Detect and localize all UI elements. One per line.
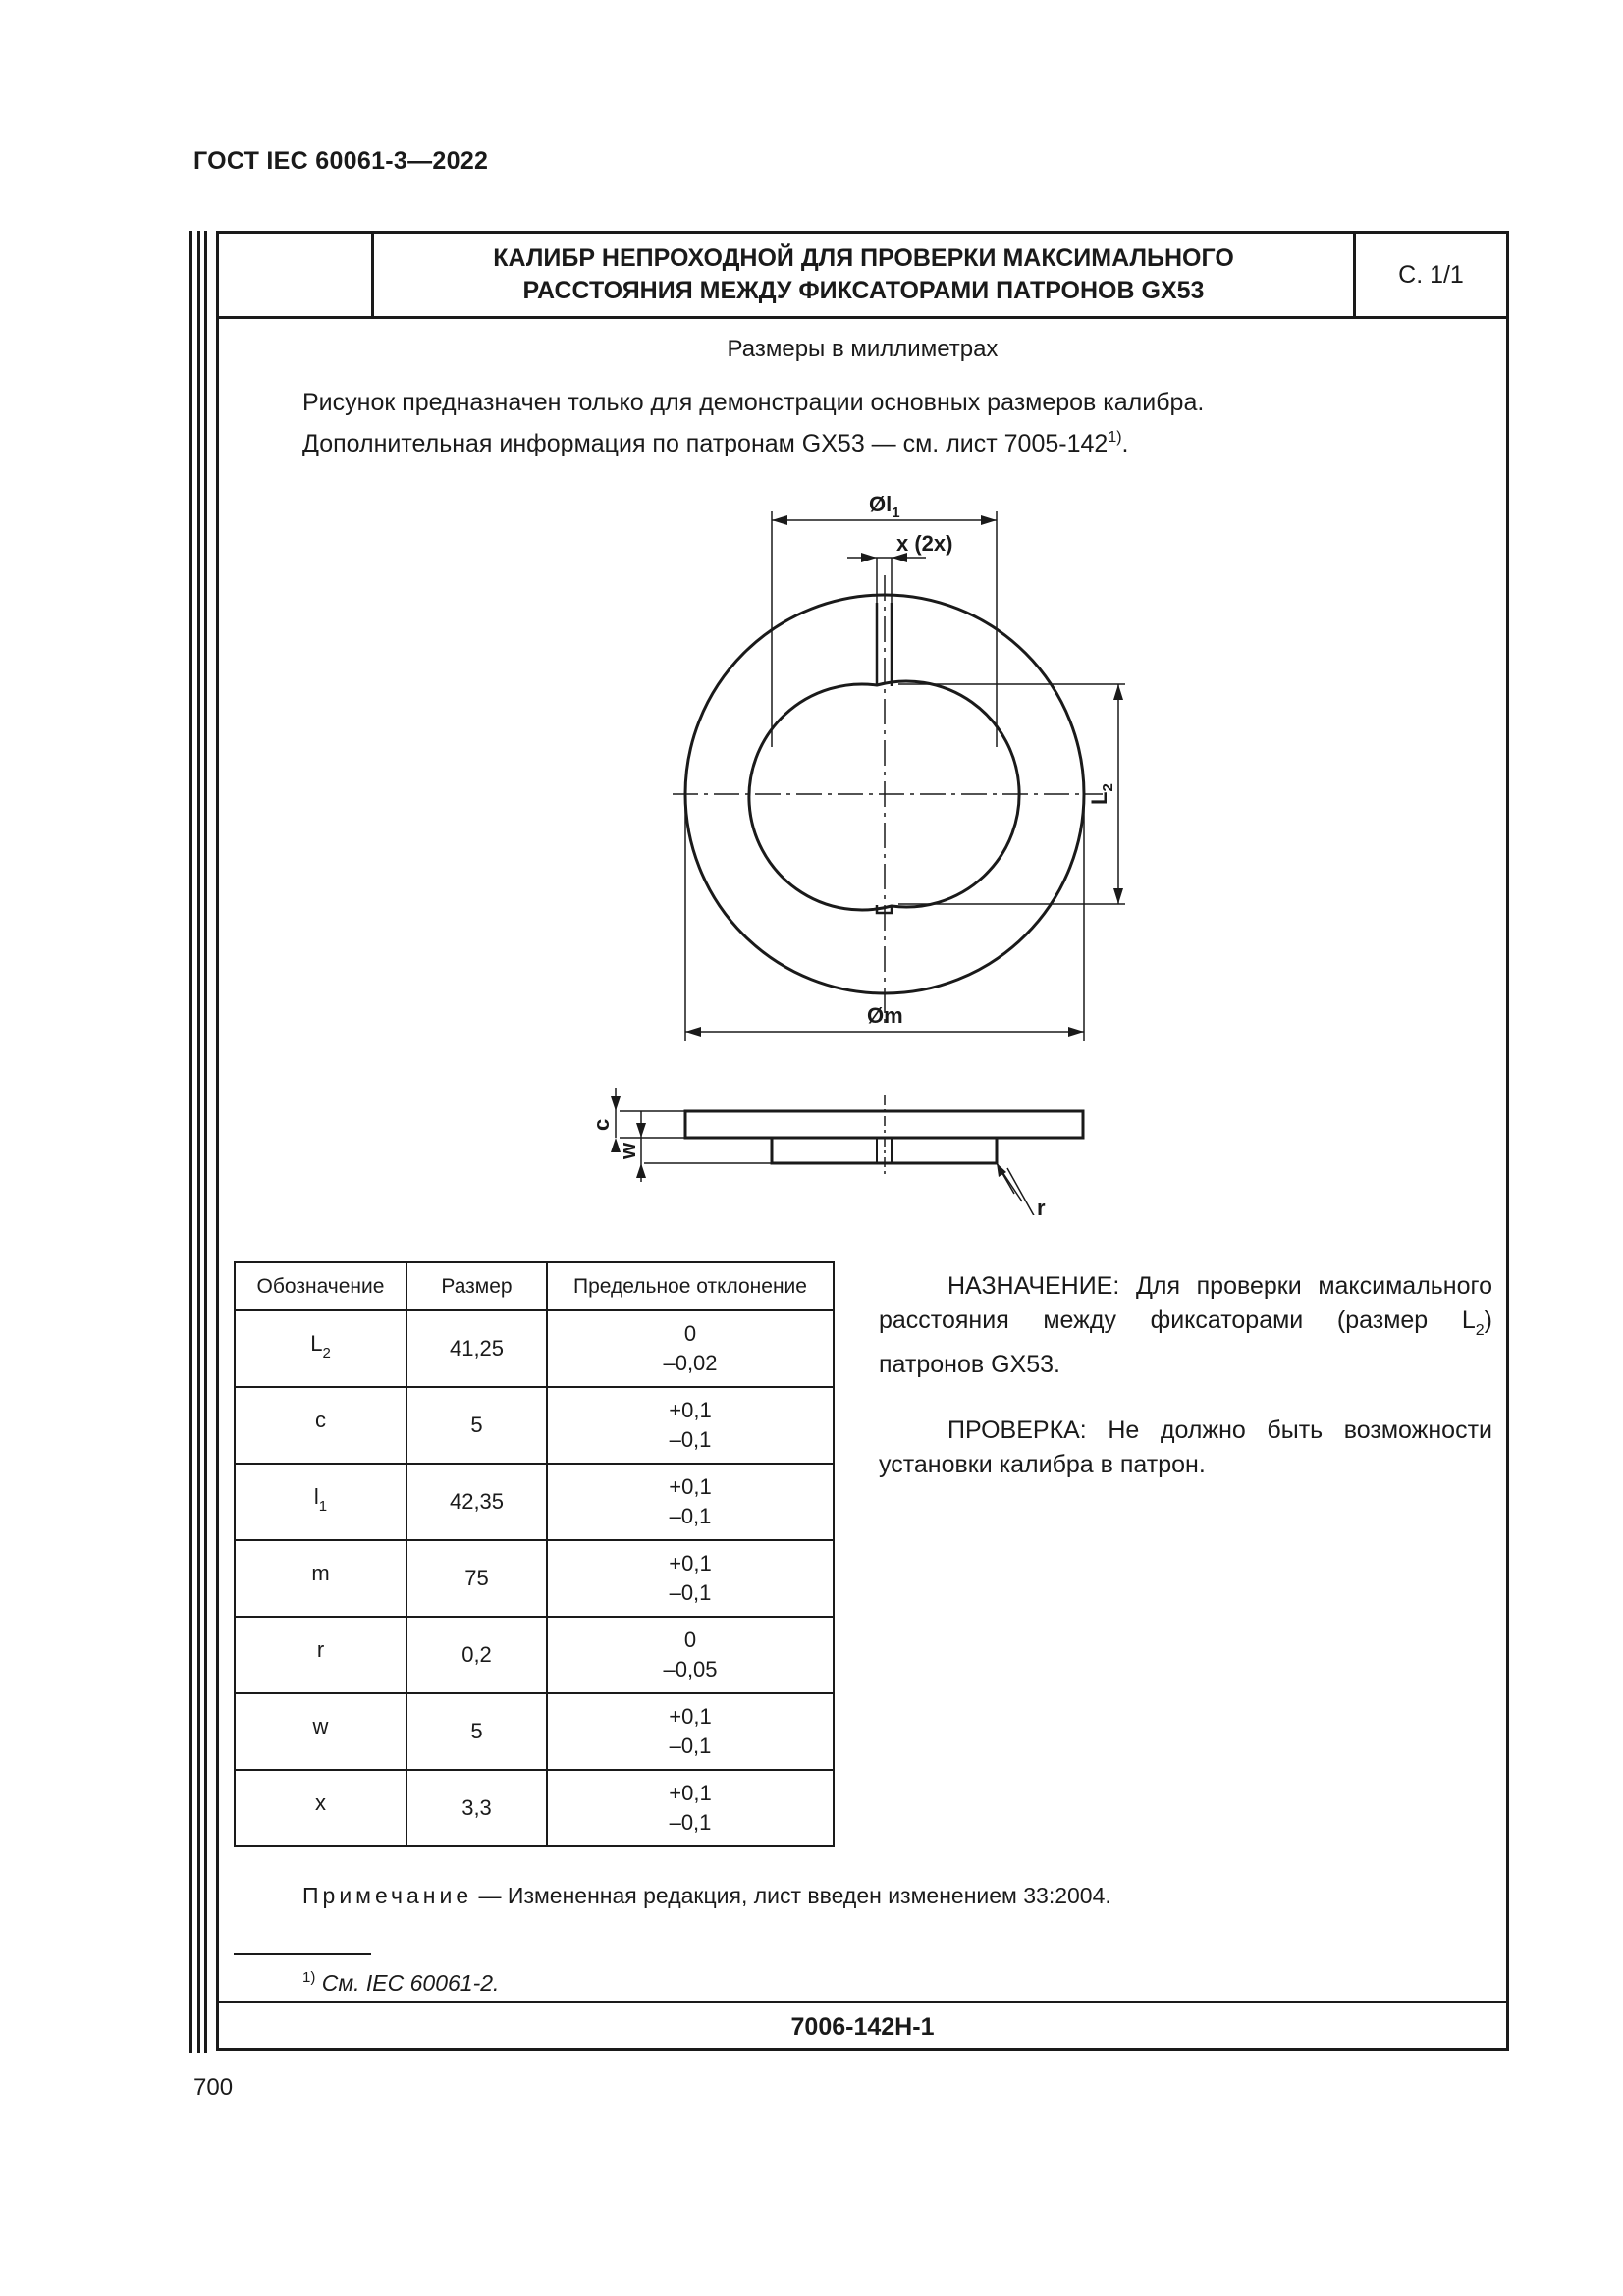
cell-tolerance: +0,1 –0,1 (547, 1540, 834, 1617)
cell-size: 42,35 (406, 1464, 547, 1540)
cell-symbol: $l_1$ (235, 1464, 406, 1540)
table-row (235, 1693, 834, 1770)
intro-line2: Дополнительная информация по патронам GX53 — см. лист 7005-142$^{1)}$. (302, 429, 1129, 457)
table-row (235, 1464, 834, 1540)
footnote-separator (234, 1953, 371, 1955)
purpose-text (879, 1269, 1492, 1514)
dim-label-m: Øm (867, 1003, 903, 1028)
table-header-row (235, 1262, 834, 1310)
sheet-title-line2: РАССТОЯНИЯ МЕЖДУ ФИКСАТОРАМИ ПАТРОНОВ GX53 (522, 277, 1205, 304)
gauge-drawing (219, 234, 1506, 1215)
sheet-code: 7006-142H-1 (219, 2001, 1506, 2051)
note (302, 1883, 1111, 1909)
cell-symbol: x (235, 1770, 406, 1846)
dim-leader-r (1007, 1168, 1036, 1215)
cell-size: 3,3 (406, 1770, 547, 1846)
cell-tolerance: 0 –0,05 (547, 1617, 834, 1693)
cell-tolerance: 0 –0,02 (547, 1310, 834, 1387)
dim-label-l1: $Øl_1$ (869, 492, 900, 521)
sheet-title-line1: КАЛИБР НЕПРОХОДНОЙ ДЛЯ ПРОВЕРКИ МАКСИМАЛЬНОГО (493, 244, 1234, 272)
table-row (235, 1387, 834, 1464)
page-number: 700 (193, 2074, 234, 2101)
cell-size: 75 (406, 1540, 547, 1617)
table-row (235, 1617, 834, 1693)
dimensions-table (234, 1261, 835, 1847)
cell-size: 41,25 (406, 1310, 547, 1387)
dim-label-l2: $L_2$ (1087, 783, 1116, 805)
cell-tolerance: +0,1 –0,1 (547, 1387, 834, 1464)
cell-size: 5 (406, 1693, 547, 1770)
note-label: Примечание (302, 1883, 473, 1908)
cell-size: 5 (406, 1387, 547, 1464)
cell-symbol: w (235, 1693, 406, 1770)
table-row (235, 1770, 834, 1846)
cell-symbol: c (235, 1387, 406, 1464)
cell-symbol: $L_2$ (235, 1310, 406, 1387)
footnote: $^{1)}$ См. IEC 60061-2. (302, 1969, 500, 1996)
purpose-paragraph: НАЗНАЧЕНИЕ: Для проверки максимального расстояния между фиксаторами (размер $L_2$) патронов GX53. (879, 1272, 1492, 1378)
dim-label-x: x (2x) (896, 531, 953, 556)
cell-tolerance: +0,1 –0,1 (547, 1693, 834, 1770)
footnote-ref: 1) (1108, 429, 1122, 446)
margin-lines (189, 231, 209, 2053)
cell-tolerance: +0,1 –0,1 (547, 1464, 834, 1540)
note-text: — Измененная редакция, лист введен изменением 33:2004. (472, 1883, 1111, 1908)
sheet-frame (216, 231, 1509, 2051)
dim-label-w: w (616, 1142, 640, 1159)
standard-header: ГОСТ IEC 60061-3—2022 (193, 147, 489, 175)
dim-label-c: c (589, 1118, 614, 1131)
column-header-symbol: Обозначение (235, 1262, 406, 1310)
table-row (235, 1540, 834, 1617)
column-header-tolerance: Предельное отклонение (547, 1262, 834, 1310)
intro-line1: Рисунок предназначен только для демонстрации основных размеров калибра. (302, 389, 1205, 416)
sheet-page-number: С. 1/1 (1398, 260, 1464, 289)
cell-size: 0,2 (406, 1617, 547, 1693)
units-caption: Размеры в миллиметрах (727, 336, 999, 362)
dim-label-r: r (1037, 1196, 1046, 1215)
table-row (235, 1310, 834, 1387)
cell-tolerance: +0,1 –0,1 (547, 1770, 834, 1846)
cell-symbol: m (235, 1540, 406, 1617)
check-paragraph: ПРОВЕРКА: Не должно быть возможности установки калибра в патрон. (879, 1416, 1492, 1478)
cell-symbol: r (235, 1617, 406, 1693)
column-header-size: Размер (406, 1262, 547, 1310)
